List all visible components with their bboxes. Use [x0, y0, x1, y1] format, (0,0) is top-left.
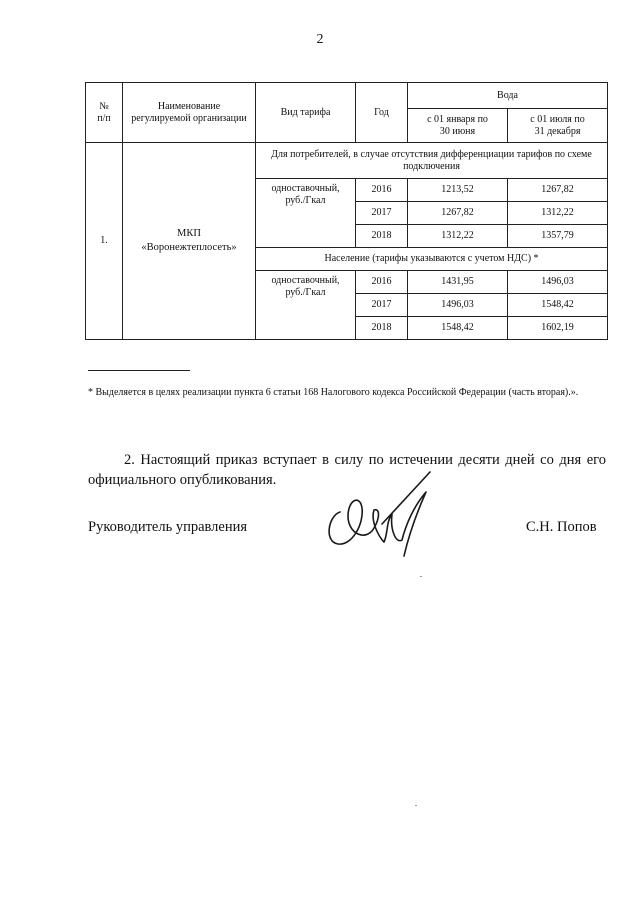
year-cell: 2016	[356, 271, 408, 294]
tariff-type-2: одноставочный, руб./Гкал	[256, 271, 356, 340]
year-cell: 2018	[356, 317, 408, 340]
header-period-2: с 01 июля по 31 декабря	[508, 109, 608, 143]
clause-2: 2. Настоящий приказ вступает в силу по истечении десяти дней со дня его официального опубликования.	[88, 452, 606, 488]
page-number: 2	[316, 32, 324, 47]
scan-speck	[415, 805, 417, 806]
year-cell: 2016	[356, 179, 408, 202]
handwritten-signature	[322, 464, 442, 564]
organization-name: МКП «Воронежтеплосеть»	[123, 143, 256, 340]
value-cell: 1496,03	[508, 271, 608, 294]
row-number: 1.	[86, 143, 123, 340]
tariff-type-1: одноставочный, руб./Гкал	[256, 179, 356, 248]
header-period-1: с 01 января по 30 июня	[408, 109, 508, 143]
footnote: * Выделяется в целях реализации пункта 6 статьи 168 Налогового кодекса Российской Федерации (часть вторая).».	[88, 387, 579, 398]
value-cell: 1548,42	[408, 317, 508, 340]
value-cell: 1312,22	[508, 202, 608, 225]
header-num: № п/п	[86, 83, 123, 143]
value-cell: 1496,03	[408, 294, 508, 317]
value-cell: 1548,42	[508, 294, 608, 317]
value-cell: 1357,79	[508, 225, 608, 248]
tariff-table	[85, 82, 608, 340]
year-cell: 2017	[356, 202, 408, 225]
section-title-2: Население (тарифы указываются с учетом НДС) *	[256, 248, 608, 271]
section-title-1: Для потребителей, в случае отсутствия дифференциации тарифов по схеме подключения	[256, 143, 608, 179]
value-cell: 1213,52	[408, 179, 508, 202]
value-cell: 1267,82	[408, 202, 508, 225]
signatory-name: С.Н. Попов	[526, 519, 597, 535]
value-cell: 1602,19	[508, 317, 608, 340]
header-water: Вода	[408, 83, 608, 109]
value-cell: 1267,82	[508, 179, 608, 202]
header-org: Наименование регулируемой организации	[123, 83, 256, 143]
value-cell: 1431,95	[408, 271, 508, 294]
year-cell: 2018	[356, 225, 408, 248]
value-cell: 1312,22	[408, 225, 508, 248]
scan-speck	[420, 576, 422, 577]
header-tariff-type: Вид тарифа	[256, 83, 356, 143]
year-cell: 2017	[356, 294, 408, 317]
footnote-separator	[88, 370, 190, 371]
header-year: Год	[356, 83, 408, 143]
signatory-title: Руководитель управления	[88, 519, 248, 535]
